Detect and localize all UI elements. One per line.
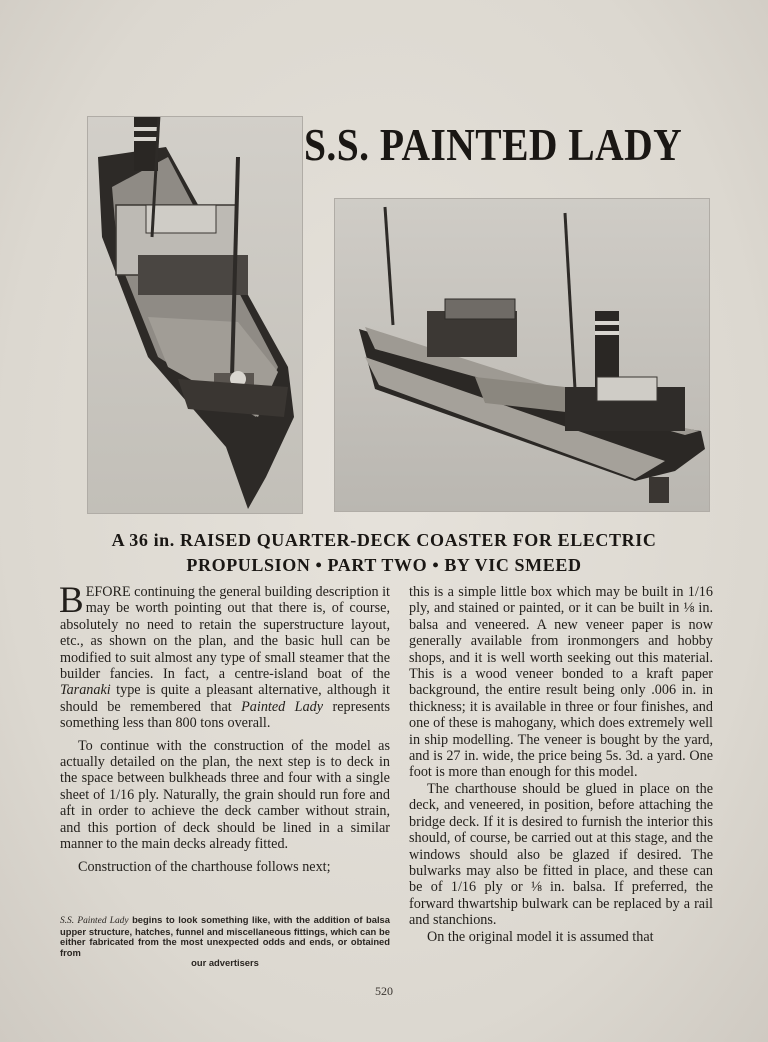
paragraph-charthouse: Construction of the charthouse follows next; [78, 858, 331, 875]
paragraph-original-model: On the original model it is assumed that [427, 928, 654, 945]
paragraph-text: EFORE continuing the general building description it may be worth pointing out that there is, of course, absolutely no need to retain the superstructure layout, etc., as shown on the plan, and the basic hull can be modified to suit almost any type of small steamer that the builder fancies. In fact, a centre-island boat of the [60, 584, 390, 683]
paragraph-intro [59, 580, 391, 732]
article-title: S.S. PAINTED LADY [304, 119, 683, 170]
photo-caption [60, 915, 390, 969]
caption-last-line: our advertisers [191, 957, 259, 968]
ship-profile-illustration [335, 199, 709, 511]
paragraph-veneer: this is a simple little box which may be built in 1/16 ply, and stained or painted, or it can be built in ⅛ in. balsa and veneered. A new veneer paper is now generally available from ironmongers and hobby shops, and it is well worth seeking out this material. This is a wood veneer bonded to a kraft paper background, the entire result being only .006 in. in thickness; it is available in three or four finishes, and one of these is mahogany, which does extremely well in ship modelling. The veneer is bought by the yard, and is 27 in. wide, the price being 5s. 3d. a yard. One foot is more than enough for this model. [409, 584, 713, 781]
right-text-column [409, 584, 713, 945]
left-text-column [59, 580, 391, 875]
photo-bow-view [87, 116, 303, 514]
drop-cap: B [59, 580, 84, 621]
photo-profile-view [334, 198, 710, 512]
emphasis-taranaki: Taranaki [60, 682, 111, 699]
caption-text: begins to look something like, with the addition of balsa upper structure, hatches, funnel and miscellaneous fittings, which can be either fabricated from the most unexpected odds and ends, or obtained from [60, 914, 390, 958]
ship-bow-illustration [88, 117, 302, 513]
paragraph-text: represents something less than 800 tons overall. [60, 698, 391, 732]
page-number: 520 [375, 984, 393, 998]
emphasis-painted-lady: Painted Lady [241, 698, 324, 715]
article-subtitle-line-1: A 36 in. RAISED QUARTER-DECK COASTER FOR ELECTRIC [111, 530, 657, 550]
paragraph-charthouse-fitting: The charthouse should be glued in place on the deck, and veneered, in position, before attaching the bridge deck. If it is desired to furnish the interior this should, of course, be carried out at this stage, and the windows should also be glazed if desired. The bulwarks may also be fitted in place, and these can be of 1/16 ply or ⅛ in. balsa. If preferred, the forward thwartship bulwark can be replaced by a rail and stanchions. [409, 780, 713, 929]
caption-ship-name: S.S. Painted Lady [60, 916, 129, 926]
paragraph-deck: To continue with the construction of the model as actually detailed on the plan, the next step is to deck in the space between bulkheads three and four with a single sheet of 1/16 ply. Naturally, the grain should run fore and aft in order to achieve the deck camber without strain, and this portion of deck should be lined in a similar manner to the main decks already fitted. [60, 737, 390, 853]
paragraph-text: type is quite a pleasant alternative, although it should be remembered that [60, 682, 390, 715]
article-subtitle-line-2: PROPULSION • PART TWO • BY VIC SMEED [186, 555, 582, 575]
